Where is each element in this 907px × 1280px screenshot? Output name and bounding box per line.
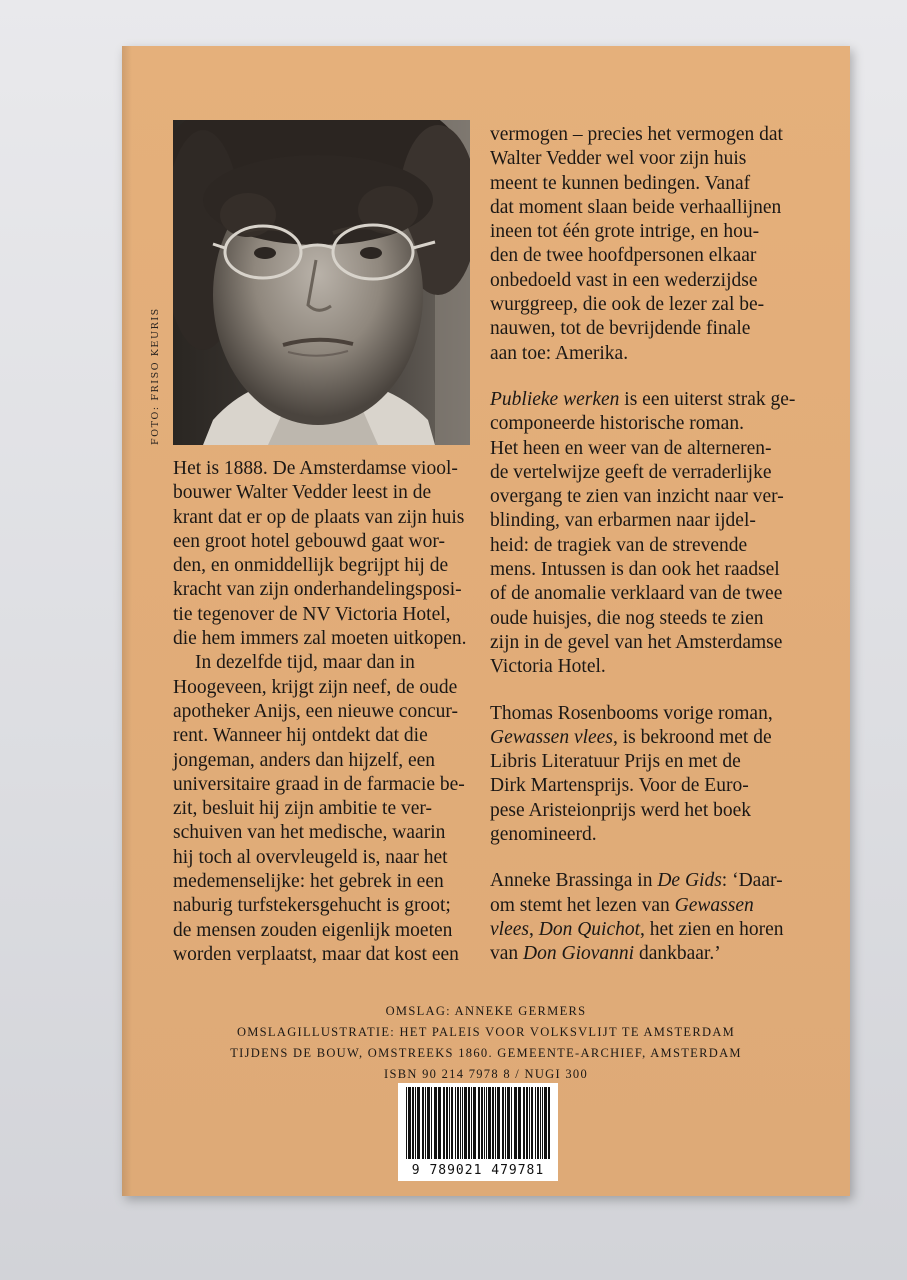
author-photo: [173, 120, 470, 445]
cover-illustration-credit-2: TIJDENS DE BOUW, OMSTREEKS 1860. GEMEENTE-ARCHIEF, AMSTERDAM: [230, 1046, 742, 1060]
barcode-digits: 9 789021 479781: [411, 1163, 545, 1178]
cover-credits: [122, 1001, 850, 1085]
blurb-paragraph: Het is 1888. De Amsterdamse viool- bouwer Walter Vedder leest in de krant dat er op de plaats van zijn huis een groot hotel gebouwd gaat wor- den, en onmiddellijk begrijpt hij de kracht van zijn onderhandelingsposi- tie tegenover de NV Victoria Hotel, die hem immers zal moeten uitkopen.: [173, 458, 467, 650]
blurb-paragraph: Publieke werken is een uiterst strak ge- componeerde historische roman. Het heen en weer van de alterneren- de vertelwijze geeft de verraderlijke overgang te zien van inzicht naar ver- blinding, van erbarmen naar ijdel- heid: de tragiek van de strevende mens. Intussen is dan ook het raadsel of de anomalie verklaard van de twee oude huisjes, die nog steeds te zien zijn in de gevel van het Amsterdamse Victoria Hotel.: [490, 388, 796, 678]
review-quote: Anneke Brassinga in De Gids: ‘Daar- om stemt het lezen van Gewassen vlees, Don Quichot, het zien en horen van Don Giovanni dankbaar.’: [490, 870, 784, 965]
blurb-paragraph: vermogen – precies het vermogen dat Walter Vedder wel voor zijn huis meent te kunnen bedingen. Vanaf dat moment slaan beide verhaallijnen ineen tot één grote intrige, en hou- den de twee hoofdpersonen elkaar onbedoeld vast in een wederzijdse wurggreep, die ook de lezer zal be- nauwen, tot de bevrijdende finale aan toe: Amerika.: [490, 124, 783, 364]
blurb-paragraph: Thomas Rosenbooms vorige roman, Gewassen vlees, is bekroond met de Libris Literatuur Prijs en met de Dirk Martensprijs. Voor de Euro- pese Aristeionprijs werd het boek genomineerd.: [490, 702, 773, 846]
cover-illustration-credit: OMSLAGILLUSTRATIE: HET PALEIS VOOR VOLKSVLIJT TE AMSTERDAM: [236, 1025, 736, 1039]
blurb-left-column: [173, 457, 473, 967]
cover-designer-credit: OMSLAG: ANNEKE GERMERS: [385, 1004, 587, 1018]
book-title: Publieke werken: [490, 388, 620, 410]
barcode-bars: [398, 1083, 558, 1163]
barcode: [398, 1083, 558, 1181]
book-title: Gewassen vlees: [490, 726, 613, 748]
blurb-right-column: [490, 123, 800, 967]
isbn-line: ISBN 90 214 7978 8 / NUGI 300: [383, 1067, 589, 1081]
blurb-paragraph: In dezelfde tijd, maar dan in Hoogeveen, krijgt zijn neef, de oude apotheker Anijs, een nieuwe concur- rent. Wanneer hij ontdekt dat die jongeman, anders dan hijzelf, een universitaire graad in de farmacie be- zit, besluit hij zijn ambitie te ver- schuiven van het medische, waarin hij toch al overvleugeld is, naar het medemenselijke: het gebrek in een naburig turfstekersgehucht is groot; de mensen zouden eigenlijk moeten worden verplaatst, maar dat kost een: [173, 652, 465, 965]
photo-credit: FOTO: FRISO KEURIS: [150, 307, 161, 445]
